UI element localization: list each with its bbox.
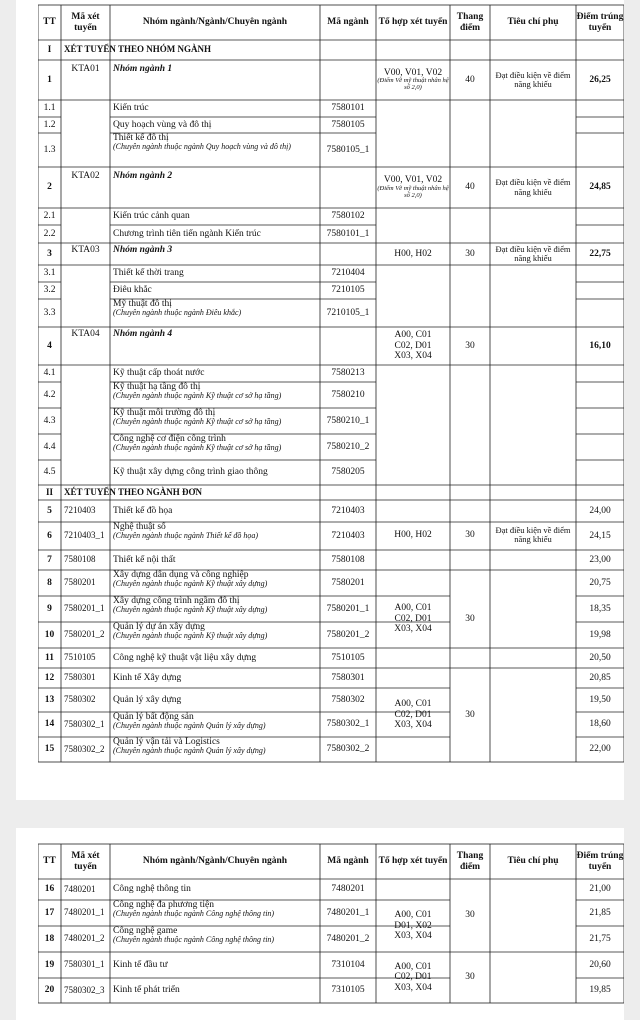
single-sub: (Chuyên ngành thuộc ngành Thiết kế đồ họa) <box>113 531 259 541</box>
group-combo-note: (Điểm Vẽ mỹ thuật nhân hệ số 2,0) <box>377 77 449 92</box>
major-cell <box>110 299 320 327</box>
major-tt: 3.3 <box>43 307 56 318</box>
single-name: Quản lý bất động sản <box>113 712 194 722</box>
group-code: KTA04 <box>71 328 100 339</box>
major-name: Kỹ thuật hạ tầng đô thị <box>113 382 201 392</box>
major-tt: 4.2 <box>43 389 56 400</box>
group-combo: H00, H02 <box>394 248 432 259</box>
single-code: 7480201_2 <box>64 933 105 944</box>
group-combo: A00, C01 C02, D01 X03, X04 <box>394 330 432 362</box>
single-tt: 19 <box>44 959 55 970</box>
merged-scale: 30 <box>465 910 475 921</box>
single-code: 7210403 <box>64 505 96 516</box>
major-sub: (Chuyên ngành thuộc ngành Quy hoạch vùng và đô thị) <box>113 142 291 152</box>
header-tt: TT <box>43 856 56 867</box>
major-name: Điêu khắc <box>113 285 152 296</box>
single-score: 20,85 <box>589 672 611 683</box>
single-tt: 16 <box>44 884 55 895</box>
major-code: 7580105_1 <box>326 144 370 155</box>
major-sub: (Chuyên ngành thuộc ngành Kỹ thuật cơ sở hạ tầng) <box>113 391 282 401</box>
major-code: 7580101 <box>331 103 365 114</box>
single-name: Xây dựng dân dụng và công nghiệp <box>113 570 249 580</box>
major-cell <box>110 434 320 460</box>
group-combo-text: V00, V01, V02 <box>383 67 443 78</box>
major-code: 7580102 <box>331 211 365 222</box>
major-code: 7580210_2 <box>326 441 370 452</box>
major-name: Kỹ thuật môi trường đô thị <box>113 408 216 418</box>
admission-table-2 <box>38 828 624 1020</box>
single-name: Nghệ thuật số <box>113 522 166 532</box>
major-name: Thiết kế đô thị <box>113 133 169 143</box>
single-tt: 10 <box>44 629 55 640</box>
group-combo-note: (Điểm Vẽ mỹ thuật nhân hệ số 2,0) <box>377 184 449 199</box>
group-scale: 30 <box>465 340 475 351</box>
major-code: 7580101_1 <box>326 228 370 239</box>
single-major-code: 7580302_2 <box>326 744 370 755</box>
single-major-code: 7310105 <box>331 985 365 996</box>
major-code: 7580205 <box>331 467 365 478</box>
single-major-code: 7580301 <box>331 672 365 683</box>
single-score: 21,00 <box>589 884 611 895</box>
major-tt: 1.1 <box>43 103 56 114</box>
single-code: 7510105 <box>64 652 96 663</box>
single-score: 19,85 <box>589 985 611 996</box>
single-name: Quản lý dự án xây dựng <box>113 622 205 632</box>
single-score: 21,85 <box>589 907 611 918</box>
major-tt: 3.2 <box>43 285 56 296</box>
group-criteria: Đạt điều kiện về điểm năng khiếu <box>495 177 571 197</box>
single-tt: 14 <box>44 719 55 730</box>
single-code: 7210403_1 <box>64 530 105 541</box>
single-cell <box>110 522 320 550</box>
single-sub: (Chuyên ngành thuộc ngành Công nghệ thông tin) <box>113 909 275 919</box>
single-score: 24,00 <box>589 505 611 516</box>
single-major-code: 7580201 <box>331 577 365 588</box>
major-code: 7580105 <box>331 119 365 130</box>
header-tieu-chi: Tiêu chí phụ <box>507 17 559 28</box>
group-criteria: Đạt điều kiện về điểm năng khiếu <box>495 69 571 89</box>
merged-scale: 30 <box>465 709 475 720</box>
merged-scale: 30 <box>465 972 475 983</box>
single-major-code: 7310104 <box>331 959 365 970</box>
single-name: Quản lý xây dựng <box>113 694 182 705</box>
group-tt: 2 <box>47 182 52 193</box>
single-major-code: 7580108 <box>331 554 365 565</box>
group-scale: 40 <box>465 182 475 193</box>
single-sub: (Chuyên ngành thuộc ngành Quản lý xây dựng) <box>113 746 266 756</box>
single-cell <box>110 900 320 926</box>
single-score: 19,98 <box>589 629 611 640</box>
single-code: 7580302_3 <box>64 984 105 995</box>
single-score: 18,60 <box>589 719 611 730</box>
single-code: 7580201_2 <box>64 629 105 640</box>
major-tt: 1.3 <box>43 144 56 155</box>
single-code: 7580302_1 <box>64 718 105 729</box>
group-code: KTA01 <box>71 63 100 74</box>
group-name: Nhóm ngành 4 <box>113 328 173 339</box>
single-cell <box>110 712 320 737</box>
single-major-code: 7580302_1 <box>326 719 370 730</box>
single-major-code: 7210403 <box>331 530 365 541</box>
major-tt: 4.4 <box>43 441 56 452</box>
single-major-code: 7580302 <box>331 694 365 705</box>
major-tt: 2.2 <box>43 228 56 239</box>
single-name: Kinh tế phát triển <box>113 985 180 996</box>
document-page-1 <box>16 0 624 800</box>
single-sub: (Chuyên ngành thuộc ngành Quản lý xây dựng) <box>113 721 266 731</box>
single-major-code: 7480201_2 <box>326 933 370 944</box>
group-score: 24,85 <box>589 182 611 193</box>
single-sub: (Chuyên ngành thuộc ngành Công nghệ thông tin) <box>113 935 275 945</box>
header-ma-xet-tuyen: Mã xét tuyển <box>71 851 100 872</box>
header-tieu-chi: Tiêu chí phụ <box>507 856 559 867</box>
single-cell <box>110 570 320 596</box>
group-scale: 40 <box>465 74 475 85</box>
major-code: 7580210 <box>331 389 365 400</box>
single-code: 7580301_1 <box>64 959 105 970</box>
major-cell <box>110 408 320 434</box>
single-name: Xây dựng công trình ngầm đô thị <box>113 596 240 606</box>
single-cell <box>110 596 320 622</box>
major-tt: 4.5 <box>43 467 56 478</box>
merged-combo: A00, C01 C02, D01 X03, X04 <box>394 603 432 635</box>
merged-combo: A00, C01 C02, D01 X03, X04 <box>394 699 432 731</box>
single-tt: 15 <box>44 744 55 755</box>
group-tt: 1 <box>47 74 52 85</box>
single-major-code: 7210403 <box>331 505 365 516</box>
group-criteria: Đạt điều kiện về điểm năng khiếu <box>495 243 571 263</box>
admission-table-1 <box>38 0 624 800</box>
group-score: 26,25 <box>589 74 611 85</box>
group-score: 16,10 <box>589 340 611 351</box>
header-ma-nganh: Mã ngành <box>327 17 369 28</box>
major-code: 7580210_1 <box>326 415 370 426</box>
section-number: II <box>45 486 53 497</box>
group-combo-text: V00, V01, V02 <box>383 175 443 186</box>
major-tt: 2.1 <box>43 211 56 222</box>
major-name: Kỹ thuật cấp thoát nước <box>113 368 205 379</box>
major-code: 7580213 <box>331 368 365 379</box>
single-score: 23,00 <box>589 554 611 565</box>
single-code: 7580302_2 <box>64 743 105 754</box>
single-name: Công nghệ game <box>113 926 178 936</box>
major-code: 7210404 <box>331 268 365 279</box>
merged-scale: 30 <box>465 529 475 540</box>
major-name: Quy hoạch vùng và đô thị <box>113 119 212 130</box>
header-diem: Điểm trúng tuyển <box>576 851 624 872</box>
single-major-code: 7580201_1 <box>326 603 370 614</box>
major-tt: 3.1 <box>43 268 56 279</box>
single-sub: (Chuyên ngành thuộc ngành Kỹ thuật xây dựng) <box>113 605 268 615</box>
single-cell <box>110 622 320 648</box>
document-page-2 <box>16 828 624 1020</box>
group-code: KTA03 <box>71 244 100 255</box>
single-code: 7580201_1 <box>64 603 105 614</box>
single-cell <box>110 737 320 762</box>
section-title: XÉT TUYỂN THEO NGÀNH ĐƠN <box>64 486 203 497</box>
header-thang-diem: Thang điểm <box>456 851 484 872</box>
group-name: Nhóm ngành 2 <box>113 170 173 181</box>
single-score: 20,75 <box>589 577 611 588</box>
major-cell <box>110 133 320 167</box>
single-name: Thiết kế nội thất <box>113 554 176 565</box>
group-tt: 3 <box>47 248 52 259</box>
single-score: 20,50 <box>589 652 611 663</box>
single-name: Công nghệ kỹ thuật vật liệu xây dựng <box>113 652 257 663</box>
merged-combo: A00, C01 D01, X02 X03, X04 <box>394 910 432 942</box>
header-nhom-nganh: Nhóm ngành/Ngành/Chuyên ngành <box>142 17 288 28</box>
single-score: 19,50 <box>589 694 611 705</box>
merged-scale: 30 <box>465 613 475 624</box>
header-nhom-nganh: Nhóm ngành/Ngành/Chuyên ngành <box>142 856 288 867</box>
single-tt: 20 <box>44 985 55 996</box>
group-combo <box>376 60 450 100</box>
single-score: 22,00 <box>589 744 611 755</box>
group-scale: 30 <box>465 248 475 259</box>
single-tt: 8 <box>47 577 52 588</box>
single-tt: 11 <box>45 652 54 663</box>
single-tt: 5 <box>47 505 52 516</box>
group-combo <box>376 167 450 208</box>
major-name: Mỹ thuật đô thị <box>113 299 172 309</box>
single-score: 18,35 <box>589 603 611 614</box>
major-cell <box>110 382 320 408</box>
single-code: 7580301 <box>64 672 96 683</box>
single-tt: 17 <box>44 907 55 918</box>
single-score: 21,75 <box>589 933 611 944</box>
single-major-code: 7580201_2 <box>326 629 370 640</box>
single-sub: (Chuyên ngành thuộc ngành Kỹ thuật xây dựng) <box>113 579 268 589</box>
group-tt: 4 <box>47 340 52 351</box>
major-tt: 4.1 <box>43 368 56 379</box>
single-score: 20,60 <box>589 959 611 970</box>
major-name: Công nghệ cơ điện công trình <box>113 434 226 444</box>
single-name: Kinh tế Xây dựng <box>113 672 182 683</box>
single-code: 7580302 <box>64 694 96 705</box>
single-code: 7580108 <box>64 554 96 565</box>
major-tt: 1.2 <box>43 119 56 130</box>
major-sub: (Chuyên ngành thuộc ngành Kỹ thuật cơ sở hạ tầng) <box>113 443 282 453</box>
single-tt: 13 <box>44 694 55 705</box>
group-code: KTA02 <box>71 170 100 181</box>
single-major-code: 7480201 <box>331 884 365 895</box>
major-name: Kỹ thuật xây dựng công trình giao thông <box>113 467 268 478</box>
major-code: 7210105 <box>331 285 365 296</box>
merged-combo: A00, C01 C02, D01 X03, X04 <box>394 961 432 993</box>
major-tt: 4.3 <box>43 415 56 426</box>
single-code: 7480201_1 <box>64 907 105 918</box>
single-code: 7580201 <box>64 577 96 588</box>
header-diem: Điểm trúng tuyển <box>576 12 624 33</box>
single-major-code: 7480201_1 <box>326 907 370 918</box>
header-to-hop: Tổ hợp xét tuyển <box>378 856 448 867</box>
header-ma-xet-tuyen: Mã xét tuyển <box>71 12 100 33</box>
major-name: Chương trình tiên tiến ngành Kiến trúc <box>113 228 261 239</box>
group-score: 22,75 <box>589 248 611 259</box>
single-tt: 18 <box>44 933 55 944</box>
major-name: Kiến trúc <box>113 103 149 114</box>
single-tt: 7 <box>47 554 52 565</box>
major-sub: (Chuyên ngành thuộc ngành Điêu khắc) <box>113 308 242 318</box>
single-name: Công nghệ thông tin <box>113 884 191 895</box>
major-name: Thiết kế thời trang <box>113 268 184 279</box>
major-name: Kiến trúc cảnh quan <box>113 211 190 222</box>
single-tt: 12 <box>44 672 55 683</box>
major-code: 7210105_1 <box>326 307 370 318</box>
single-name: Quản lý vận tải và Logistics <box>113 737 220 747</box>
major-sub: (Chuyên ngành thuộc ngành Kỹ thuật cơ sở hạ tầng) <box>113 417 282 427</box>
section-number: I <box>47 44 52 55</box>
single-name: Thiết kế đồ họa <box>113 505 173 516</box>
single-sub: (Chuyên ngành thuộc ngành Kỹ thuật xây dựng) <box>113 631 268 641</box>
group-name: Nhóm ngành 3 <box>113 244 173 255</box>
single-major-code: 7510105 <box>331 652 365 663</box>
group-name: Nhóm ngành 1 <box>113 63 173 74</box>
single-tt: 9 <box>47 603 52 614</box>
section-title: XÉT TUYỂN THEO NHÓM NGÀNH <box>64 44 212 55</box>
single-name: Công nghệ đa phương tiện <box>113 900 214 910</box>
merged-criteria: Đạt điều kiện về điểm năng khiếu <box>495 524 571 544</box>
single-name: Kinh tế đầu tư <box>113 959 168 970</box>
single-score: 24,15 <box>589 530 611 541</box>
single-cell <box>110 926 320 952</box>
single-code: 7480201 <box>64 883 96 894</box>
header-thang-diem: Thang điểm <box>456 12 484 33</box>
merged-combo: H00, H02 <box>394 529 432 540</box>
single-tt: 6 <box>47 530 52 541</box>
header-to-hop: Tổ hợp xét tuyển <box>378 17 448 28</box>
header-ma-nganh: Mã ngành <box>327 856 369 867</box>
header-tt: TT <box>43 17 56 28</box>
